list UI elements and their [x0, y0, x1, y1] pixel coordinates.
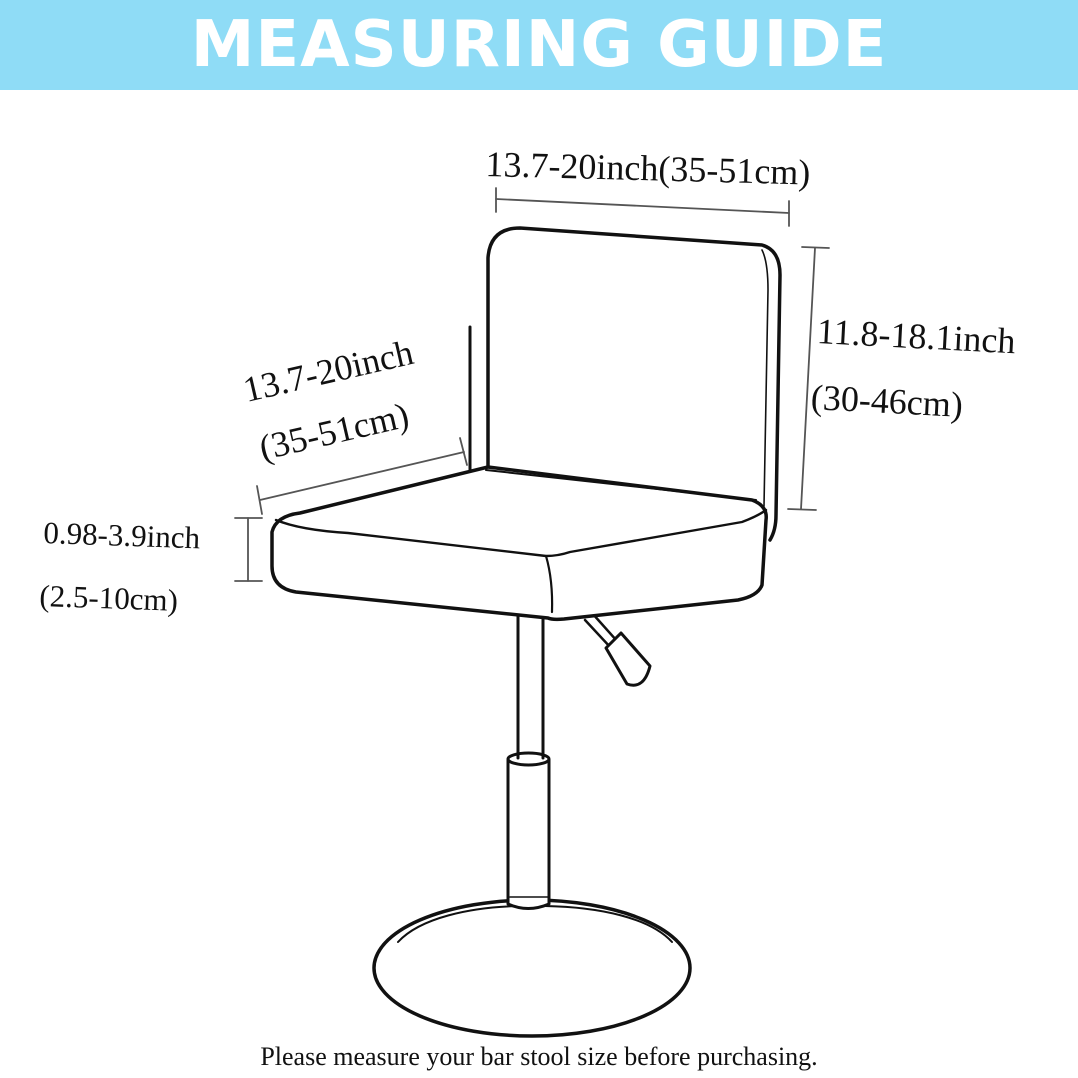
seat-depth-label-inch: 13.7-20inch	[239, 332, 417, 410]
lever-handle	[606, 633, 650, 685]
gas-lift-upper	[518, 616, 543, 758]
stool-base	[374, 900, 690, 1036]
backrest-lower-curve	[470, 327, 486, 474]
backrest-width-label: 13.7-20inch(35-51cm)	[485, 144, 811, 193]
backrest-height-label-inch: 11.8-18.1inch	[816, 311, 1017, 362]
page-title: MEASURING GUIDE	[190, 8, 888, 82]
gas-lift-lower	[508, 760, 549, 909]
seat-thickness-label-cm: (2.5-10cm)	[38, 578, 179, 618]
dim-backrest-width	[496, 188, 789, 226]
seat-thickness-label-inch: 0.98-3.9inch	[42, 515, 201, 556]
backrest-height-label-cm: (30-46cm)	[810, 377, 964, 425]
footer-note: Please measure your bar stool size before purchasing.	[260, 1042, 818, 1071]
dim-seat-thickness	[235, 518, 262, 581]
seat-depth-label-cm: (35-51cm)	[255, 394, 413, 468]
